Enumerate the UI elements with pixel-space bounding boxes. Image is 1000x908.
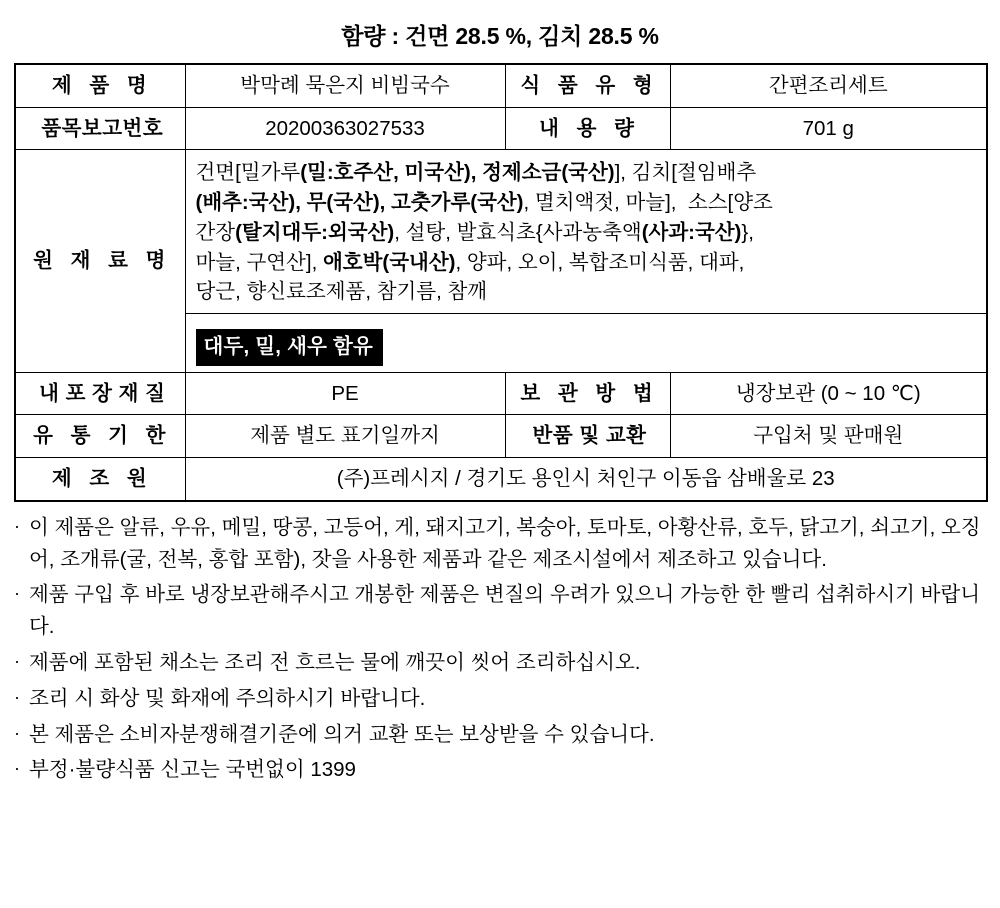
label-product-name: 제 품 명 (15, 64, 185, 107)
ingredients-cell (185, 150, 987, 372)
table-row (15, 415, 987, 458)
table-row (15, 64, 987, 107)
ingredients-line-4: 마늘, 구연산], 애호박(국내산), 양파, 오이, 복합조미식품, 대파, (195, 250, 745, 274)
value-manufacturer: (주)프레시지 / 경기도 용인시 처인구 이동읍 삼배울로 23 (185, 458, 987, 501)
value-food-type: 간편조리세트 (670, 64, 987, 107)
value-storage-method: 냉장보관 (0 ~ 10 ℃) (670, 372, 987, 415)
bullet-icon: · (14, 515, 20, 536)
list-item (14, 512, 986, 576)
value-return-exchange: 구입처 및 판매원 (670, 415, 987, 458)
list-item (14, 719, 986, 751)
ingredients-line-2: (배추:국산), 무(국산), 고춧가루(국산), 멸치액젓, 마늘], 소스[양조 (195, 191, 773, 215)
bullet-icon: · (14, 722, 20, 743)
ingredients-line-1: 건면[밀가루(밀:호주산, 미국산), 정제소금(국산)], 김치[절임배추 (195, 161, 757, 185)
note-text: 본 제품은 소비자분쟁해결기준에 의거 교환 또는 보상받을 수 있습니다. (29, 722, 655, 746)
label-storage-method: 보 관 방 법 (505, 372, 670, 415)
allergy-warning-badge: 대두, 밀, 새우 함유 (196, 329, 384, 366)
list-item (14, 754, 986, 786)
bullet-icon: · (14, 650, 20, 671)
note-text: 제품 구입 후 바로 냉장보관해주시고 개봉한 제품은 변질의 우려가 있으니 가능한 한 빨리 섭취하시기 바랍니다. (29, 583, 981, 639)
note-text: 이 제품은 알류, 우유, 메밀, 땅콩, 고등어, 게, 돼지고기, 복숭아, 토마토, 아황산류, 호두, 닭고기, 쇠고기, 오징어, 조개류(굴, 전복, 홍합 포함), 잣을 사용한 제품과 같은 제조시설에서 제조하고 있습니다. (29, 515, 981, 571)
allergy-warning-row (186, 313, 987, 372)
value-report-number: 20200363027533 (185, 107, 505, 150)
value-product-name: 박막례 묵은지 비빔국수 (185, 64, 505, 107)
label-manufacturer: 제 조 원 (15, 458, 185, 501)
label-ingredients: 원 재 료 명 (15, 150, 185, 372)
list-item (14, 647, 986, 679)
table-row (15, 458, 987, 501)
label-return-exchange: 반품 및 교환 (505, 415, 670, 458)
label-report-number: 품목보고번호 (15, 107, 185, 150)
bullet-icon: · (14, 758, 20, 779)
label-expiry: 유 통 기 한 (15, 415, 185, 458)
note-text: 조리 시 화상 및 화재에 주의하시기 바랍니다. (29, 686, 426, 710)
bullet-icon: · (14, 583, 20, 604)
page-title: 함량 : 건면 28.5 %, 김치 28.5 % (341, 23, 659, 49)
ingredients-line-5: 당근, 향신료조제품, 참기름, 참깨 (195, 280, 488, 304)
label-net-weight: 내 용 량 (505, 107, 670, 150)
value-inner-packaging: PE (185, 372, 505, 415)
list-item (14, 683, 986, 715)
note-text: 제품에 포함된 채소는 조리 전 흐르는 물에 깨끗이 씻어 조리하십시오. (29, 650, 641, 674)
value-expiry: 제품 별도 표기일까지 (185, 415, 505, 458)
bullet-icon: · (14, 686, 20, 707)
product-spec-table (14, 63, 988, 502)
label-inner-packaging: 내 포 장 재 질 (15, 372, 185, 415)
note-text: 부정·불량식품 신고는 국번없이 1399 (29, 758, 356, 782)
table-row (15, 107, 987, 150)
notes-list (14, 512, 986, 786)
value-net-weight: 701 g (670, 107, 987, 150)
table-row (15, 372, 987, 415)
list-item (14, 579, 986, 643)
ingredients-line-3: 간장(탈지대두:외국산), 설탕, 발효식초{사과농축액(사과:국산)}, (195, 220, 754, 244)
label-food-type: 식 품 유 형 (505, 64, 670, 107)
table-row-ingredients (15, 150, 987, 372)
